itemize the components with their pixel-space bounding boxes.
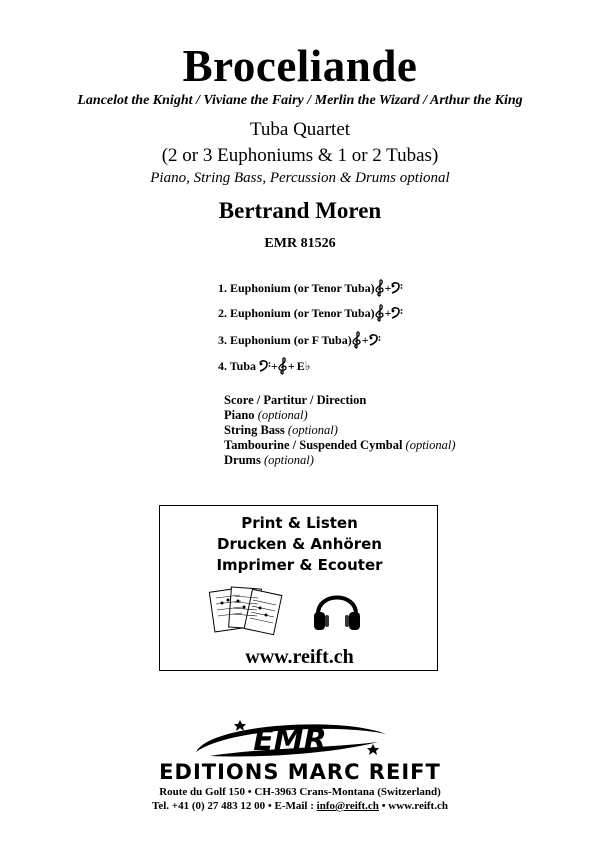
sheet-music-icon [208, 584, 286, 638]
list-item: Drums (optional) [224, 453, 314, 467]
email-link[interactable]: info@reift.ch [316, 800, 379, 812]
headphones-icon [310, 582, 364, 636]
key-label: E♭ [296, 358, 311, 373]
part-label: 4. Tuba [218, 358, 257, 373]
publisher-logo [190, 714, 390, 758]
promo-box [159, 505, 438, 671]
plus-sign: + [271, 358, 278, 373]
catalog-number: EMR 81526 [264, 236, 336, 251]
contact-suffix: • www.reift.ch [378, 800, 448, 812]
promo-line-2: Drucken & Anhören [217, 535, 382, 553]
composer: Bertrand Moren [218, 198, 382, 223]
list-item: Score / Partitur / Direction [224, 393, 367, 407]
plus-sign: + [384, 305, 392, 320]
website-link[interactable]: www.reift.ch [245, 646, 354, 668]
plus-sign: + [287, 358, 295, 373]
bass-clef-icon [259, 360, 271, 372]
logo-text: EMR [253, 723, 327, 758]
bass-clef-icon [391, 282, 403, 294]
treble-clef-icon [375, 279, 385, 297]
instrumentation: (2 or 3 Euphoniums & 1 or 2 Tubas) [161, 145, 439, 166]
star-icon [367, 744, 379, 755]
treble-clef-icon [352, 331, 362, 349]
publisher-contact [0, 800, 600, 812]
promo-line-3: Imprimer & Ecouter [216, 556, 383, 574]
subtitle: Lancelot the Knight / Viviane the Fairy / Merlin the Wizard / Arthur the King [77, 93, 523, 108]
part-1 [218, 279, 403, 297]
part-label: 3. Euphonium (or F Tuba) [218, 332, 352, 347]
materials-list [224, 393, 456, 468]
list-item: Piano (optional) [224, 408, 308, 422]
plus-sign: + [384, 280, 392, 295]
title: Broceliande [182, 41, 418, 91]
star-icon [234, 720, 246, 731]
treble-clef-icon [278, 357, 288, 375]
part-4 [218, 357, 310, 375]
publisher-address: Route du Golf 150 • CH-3963 Crans-Montana (Switzerland) [159, 786, 441, 798]
bass-clef-icon [391, 307, 403, 319]
part-3 [218, 331, 381, 349]
part-2 [218, 304, 403, 322]
list-item: String Bass (optional) [224, 423, 338, 437]
plus-sign: + [361, 332, 369, 347]
promo-line-1: Print & Listen [241, 514, 358, 532]
part-label: 1. Euphonium (or Tenor Tuba) [218, 280, 375, 295]
contact-prefix: Tel. +41 (0) 27 483 12 00 • E-Mail : [152, 800, 317, 812]
publisher-name: EDITIONS MARC REIFT [159, 760, 441, 784]
part-label: 2. Euphonium (or Tenor Tuba) [218, 305, 375, 320]
optional-line: Piano, String Bass, Percussion & Drums optional [150, 170, 450, 186]
treble-clef-icon [375, 304, 385, 322]
list-item: Tambourine / Suspended Cymbal (optional) [224, 438, 456, 452]
bass-clef-icon [369, 334, 381, 346]
ensemble: Tuba Quartet [249, 119, 351, 140]
